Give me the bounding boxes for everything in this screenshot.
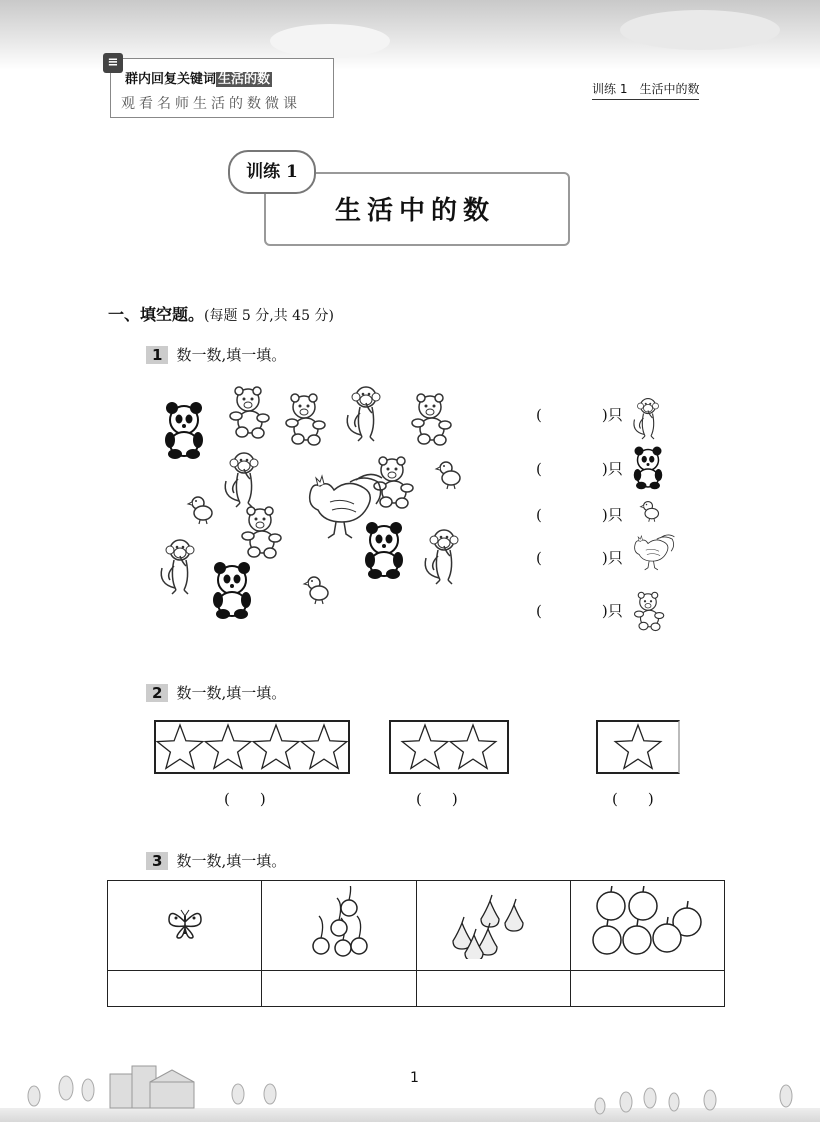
answer-blank-2[interactable]: ( ): [416, 790, 458, 808]
section-heading: [108, 302, 334, 325]
cherry-fruit: [351, 938, 367, 954]
apple-stem: [643, 886, 644, 892]
answer-blank-monkey[interactable]: ( )只: [536, 406, 623, 424]
pear-stem: [462, 917, 464, 923]
swirl-decoration: [620, 10, 780, 50]
apple-icon: [587, 886, 707, 962]
cell-pear: [416, 881, 570, 971]
apple-fruit: [623, 926, 651, 954]
cherry-stem: [357, 916, 361, 938]
panda-icon: [634, 447, 663, 490]
promo-line2: 观看名师生活的数微课: [121, 96, 301, 112]
cherry-fruit: [335, 940, 351, 956]
chick-icon: [436, 462, 460, 489]
page-title: 生活中的数: [334, 196, 495, 226]
answer-icons: [536, 380, 736, 640]
answer-column: [536, 380, 736, 640]
promo-line1: 群内回复关键词: [125, 72, 217, 87]
pear-fruit: [453, 923, 471, 949]
stars-1: [156, 722, 348, 772]
pear-stem: [514, 899, 516, 905]
star-box-2: [389, 720, 509, 774]
rooster-icon: [635, 535, 675, 570]
cell-cherry: [262, 881, 416, 971]
promo-box: [107, 55, 334, 118]
star-icon: [450, 725, 496, 768]
star-icon: [402, 725, 448, 768]
question-prompt: 数一数,填一填。: [176, 684, 287, 702]
chick-icon: [641, 502, 659, 522]
bear-icon: [635, 592, 664, 630]
apple-stem: [637, 919, 638, 926]
cherry-stem: [337, 898, 341, 920]
cherry-fruit: [341, 900, 357, 916]
apple-stem: [687, 901, 688, 908]
count-table: [107, 880, 725, 1007]
question-2-header: [146, 682, 286, 703]
apple-fruit: [653, 924, 681, 952]
cloud-decoration: [270, 24, 390, 58]
apple-stem: [611, 886, 612, 892]
question-number: 3: [146, 852, 168, 870]
cell-butterfly: [108, 881, 262, 971]
star-icon: [301, 725, 347, 768]
cherry-stem: [319, 916, 323, 938]
stars-2: [391, 722, 507, 772]
star-icon: [205, 725, 251, 768]
bear-icon: [412, 394, 451, 445]
question-prompt: 数一数,填一填。: [176, 852, 287, 870]
star-icon: [615, 725, 661, 768]
cherry-fruit: [313, 938, 329, 954]
star-box-3: [596, 720, 680, 774]
apple-fruit: [593, 926, 621, 954]
monkey-icon: [634, 399, 659, 440]
answer-blank-bear[interactable]: ( )只: [536, 602, 623, 620]
monkey-icon: [225, 453, 258, 507]
pear-icon: [448, 889, 538, 959]
animal-scene: [150, 375, 480, 640]
chick-icon: [188, 497, 212, 524]
answer-cell[interactable]: [108, 971, 262, 1007]
monkey-icon: [161, 540, 194, 594]
running-head: 训练 1 生活中的数: [592, 80, 699, 100]
cherry-icon: [299, 886, 379, 962]
apple-stem: [667, 917, 668, 924]
cherry-fruit: [331, 920, 347, 936]
pear-stem: [490, 895, 492, 901]
apple-fruit: [629, 892, 657, 920]
question-number: 2: [146, 684, 168, 702]
bear-icon: [242, 507, 281, 558]
section-label: 一、填空题。: [108, 305, 205, 324]
promo-keyword: 生活的数: [218, 72, 271, 87]
answer-cell[interactable]: [570, 971, 724, 1007]
answer-blank-3[interactable]: ( ): [612, 790, 654, 808]
panda-icon: [213, 562, 251, 619]
star-box-1: [154, 720, 350, 774]
answer-blank-rooster[interactable]: ( )只: [536, 549, 623, 567]
answer-blank-chick[interactable]: ( )只: [536, 506, 623, 524]
page-number: 1: [410, 1070, 419, 1086]
answer-cell[interactable]: [262, 971, 416, 1007]
bear-icon: [286, 394, 325, 445]
section-note: (每题 5 分,共 45 分): [204, 308, 334, 324]
question-prompt: 数一数,填一填。: [176, 346, 287, 364]
cell-apple: [570, 881, 724, 971]
chick-icon: [304, 577, 328, 604]
bear-icon: [374, 457, 413, 508]
cherry-stem: [347, 886, 351, 900]
title-tag: 训练 1: [228, 150, 316, 194]
answer-blank-1[interactable]: ( ): [224, 790, 266, 808]
pear-fruit: [505, 905, 523, 931]
question-3-header: [146, 850, 286, 871]
stars-3: [598, 722, 678, 772]
monkey-icon: [347, 387, 380, 441]
list-icon: ≡: [103, 53, 123, 73]
panda-icon: [365, 522, 403, 579]
butterfly-icon: [165, 904, 205, 944]
star-icon: [157, 725, 203, 768]
answer-blank-panda[interactable]: ( )只: [536, 460, 623, 478]
apple-fruit: [597, 892, 625, 920]
question-1-header: [146, 344, 286, 365]
footer-decoration: [0, 1060, 820, 1122]
apple-stem: [607, 919, 608, 926]
answer-cell[interactable]: [416, 971, 570, 1007]
pear-stem: [474, 929, 476, 935]
question-number: 1: [146, 346, 168, 364]
monkey-icon: [425, 530, 458, 584]
star-icon: [253, 725, 299, 768]
bear-icon: [230, 387, 269, 438]
panda-icon: [165, 402, 203, 459]
